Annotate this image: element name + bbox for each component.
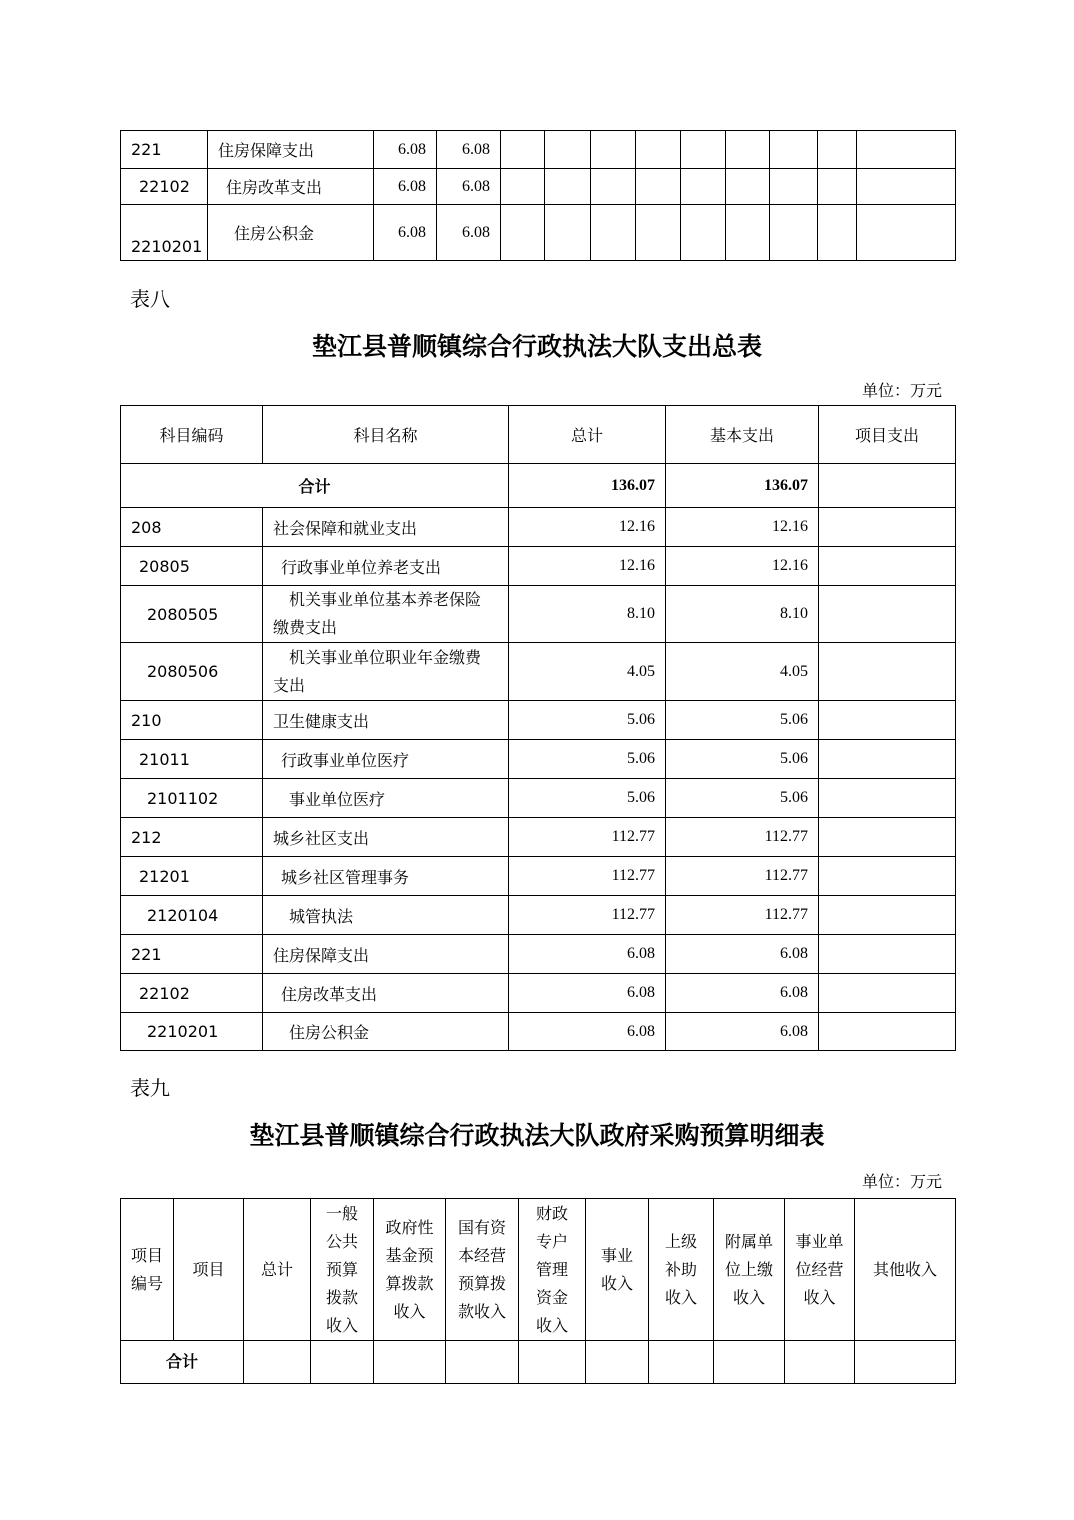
total-cell: 5.06 bbox=[509, 779, 666, 818]
table-row bbox=[121, 779, 956, 818]
header-cell bbox=[519, 1199, 586, 1341]
basic-cell: 6.08 bbox=[666, 935, 819, 974]
header-cell bbox=[785, 1199, 855, 1341]
total-value: 136.07 bbox=[509, 464, 666, 508]
table-row bbox=[121, 740, 956, 779]
table8-label: 表八 bbox=[130, 287, 170, 311]
table-row bbox=[121, 974, 956, 1013]
header-text: 事业单位经营收入 bbox=[795, 1231, 844, 1307]
table-row bbox=[121, 586, 956, 643]
code-cell: 2210201 bbox=[121, 205, 208, 261]
total-cell: 5.06 bbox=[509, 701, 666, 740]
total-cell: 6.08 bbox=[509, 935, 666, 974]
basic-cell: 6.08 bbox=[666, 1013, 819, 1051]
table-row bbox=[121, 701, 956, 740]
basic-cell: 112.77 bbox=[666, 818, 819, 857]
basic-cell: 112.77 bbox=[666, 857, 819, 896]
value-cell: 6.08 bbox=[374, 205, 437, 261]
basic-cell: 12.16 bbox=[666, 508, 819, 547]
table-header-row bbox=[121, 1199, 956, 1341]
table-row bbox=[121, 508, 956, 547]
code-cell: 22102 bbox=[121, 169, 208, 205]
header-text: 国有资本经营预算拨款收入 bbox=[457, 1217, 506, 1321]
total-cell: 112.77 bbox=[509, 857, 666, 896]
name-cell bbox=[263, 586, 509, 643]
header-cell: 其他收入 bbox=[855, 1199, 956, 1341]
header-text: 附属单位上缴收入 bbox=[724, 1231, 773, 1307]
total-cell: 5.06 bbox=[509, 740, 666, 779]
top-table bbox=[120, 130, 956, 261]
name-cell: 住房改革支出 bbox=[208, 169, 374, 205]
value-cell: 6.08 bbox=[437, 205, 501, 261]
code-cell: 221 bbox=[121, 131, 208, 169]
header-cell bbox=[121, 1199, 174, 1341]
header-text: 项目编号 bbox=[130, 1245, 163, 1293]
total-cell: 4.05 bbox=[509, 643, 666, 701]
code-cell: 21201 bbox=[121, 857, 263, 896]
table8-unit: 单位：万元 bbox=[862, 381, 943, 400]
table8-title: 垫江县普顺镇综合行政执法大队支出总表 bbox=[311, 332, 762, 361]
table-row bbox=[121, 169, 956, 205]
name-cell: 行政事业单位养老支出 bbox=[263, 547, 509, 586]
basic-cell: 5.06 bbox=[666, 701, 819, 740]
header-cell bbox=[374, 1199, 446, 1341]
table9-unit: 单位：万元 bbox=[862, 1172, 943, 1191]
header-cell bbox=[714, 1199, 785, 1341]
basic-cell: 6.08 bbox=[666, 974, 819, 1013]
code-cell: 2080506 bbox=[121, 643, 263, 701]
header-cell: 基本支出 bbox=[666, 406, 819, 464]
value-cell: 6.08 bbox=[437, 131, 501, 169]
name-text: 机关事业单位职业年金缴费支出 bbox=[273, 647, 482, 695]
total-project bbox=[819, 464, 956, 508]
table-row bbox=[121, 896, 956, 935]
name-cell: 住房保障支出 bbox=[208, 131, 374, 169]
total-cell: 12.16 bbox=[509, 508, 666, 547]
header-cell: 总计 bbox=[244, 1199, 311, 1341]
header-cell: 项目 bbox=[174, 1199, 244, 1341]
header-cell bbox=[586, 1199, 649, 1341]
total-row bbox=[121, 464, 956, 508]
total-row bbox=[121, 1341, 956, 1384]
table9 bbox=[120, 1198, 956, 1384]
code-cell: 2210201 bbox=[121, 1013, 263, 1051]
basic-cell: 5.06 bbox=[666, 740, 819, 779]
basic-cell: 8.10 bbox=[666, 586, 819, 643]
total-cell: 6.08 bbox=[509, 974, 666, 1013]
name-cell: 住房公积金 bbox=[208, 205, 374, 261]
header-text: 政府性基金预算拨款收入 bbox=[385, 1217, 434, 1321]
header-cell: 总计 bbox=[509, 406, 666, 464]
table-row bbox=[121, 547, 956, 586]
name-cell bbox=[263, 643, 509, 701]
total-cell: 112.77 bbox=[509, 896, 666, 935]
code-cell: 22102 bbox=[121, 974, 263, 1013]
total-basic: 136.07 bbox=[666, 464, 819, 508]
code-cell: 210 bbox=[121, 701, 263, 740]
code-cell: 212 bbox=[121, 818, 263, 857]
code-cell: 2120104 bbox=[121, 896, 263, 935]
table-row bbox=[121, 1013, 956, 1051]
header-cell: 项目支出 bbox=[819, 406, 956, 464]
total-label: 合计 bbox=[121, 464, 509, 508]
header-cell: 科目名称 bbox=[263, 406, 509, 464]
header-text: 一般公共预算拨款收入 bbox=[325, 1203, 358, 1335]
name-cell: 城乡社区支出 bbox=[263, 818, 509, 857]
code-cell: 21011 bbox=[121, 740, 263, 779]
name-cell: 住房公积金 bbox=[263, 1013, 509, 1051]
table-header-row bbox=[121, 406, 956, 464]
header-cell bbox=[446, 1199, 519, 1341]
table8 bbox=[120, 405, 956, 1051]
total-cell: 112.77 bbox=[509, 818, 666, 857]
code-cell: 208 bbox=[121, 508, 263, 547]
code-cell: 2080505 bbox=[121, 586, 263, 643]
header-cell: 科目编码 bbox=[121, 406, 263, 464]
header-text: 上级补助收入 bbox=[664, 1231, 697, 1307]
basic-cell: 112.77 bbox=[666, 896, 819, 935]
name-cell: 卫生健康支出 bbox=[263, 701, 509, 740]
name-cell: 行政事业单位医疗 bbox=[263, 740, 509, 779]
basic-cell: 5.06 bbox=[666, 779, 819, 818]
total-cell: 6.08 bbox=[509, 1013, 666, 1051]
name-cell: 社会保障和就业支出 bbox=[263, 508, 509, 547]
name-text: 机关事业单位基本养老保险缴费支出 bbox=[273, 590, 482, 637]
table-row bbox=[121, 818, 956, 857]
header-text: 财政专户管理资金收入 bbox=[535, 1203, 568, 1335]
code-cell: 221 bbox=[121, 935, 263, 974]
value-cell: 6.08 bbox=[374, 131, 437, 169]
total-cell: 8.10 bbox=[509, 586, 666, 643]
total-label: 合计 bbox=[121, 1341, 244, 1384]
table-row bbox=[121, 935, 956, 974]
basic-cell: 12.16 bbox=[666, 547, 819, 586]
table-row bbox=[121, 643, 956, 701]
total-cell: 12.16 bbox=[509, 547, 666, 586]
table-row bbox=[121, 857, 956, 896]
table9-label: 表九 bbox=[130, 1076, 170, 1100]
name-cell: 住房保障支出 bbox=[263, 935, 509, 974]
name-cell: 城乡社区管理事务 bbox=[263, 857, 509, 896]
table-row bbox=[121, 205, 956, 261]
value-cell: 6.08 bbox=[437, 169, 501, 205]
value-cell: 6.08 bbox=[374, 169, 437, 205]
header-cell bbox=[649, 1199, 714, 1341]
header-cell bbox=[311, 1199, 374, 1341]
name-cell: 事业单位医疗 bbox=[263, 779, 509, 818]
name-cell: 住房改革支出 bbox=[263, 974, 509, 1013]
basic-cell: 4.05 bbox=[666, 643, 819, 701]
code-cell: 2101102 bbox=[121, 779, 263, 818]
table-row bbox=[121, 131, 956, 169]
header-text: 事业收入 bbox=[600, 1245, 633, 1293]
table9-title: 垫江县普顺镇综合行政执法大队政府采购预算明细表 bbox=[249, 1121, 825, 1150]
code-cell: 20805 bbox=[121, 547, 263, 586]
name-cell: 城管执法 bbox=[263, 896, 509, 935]
